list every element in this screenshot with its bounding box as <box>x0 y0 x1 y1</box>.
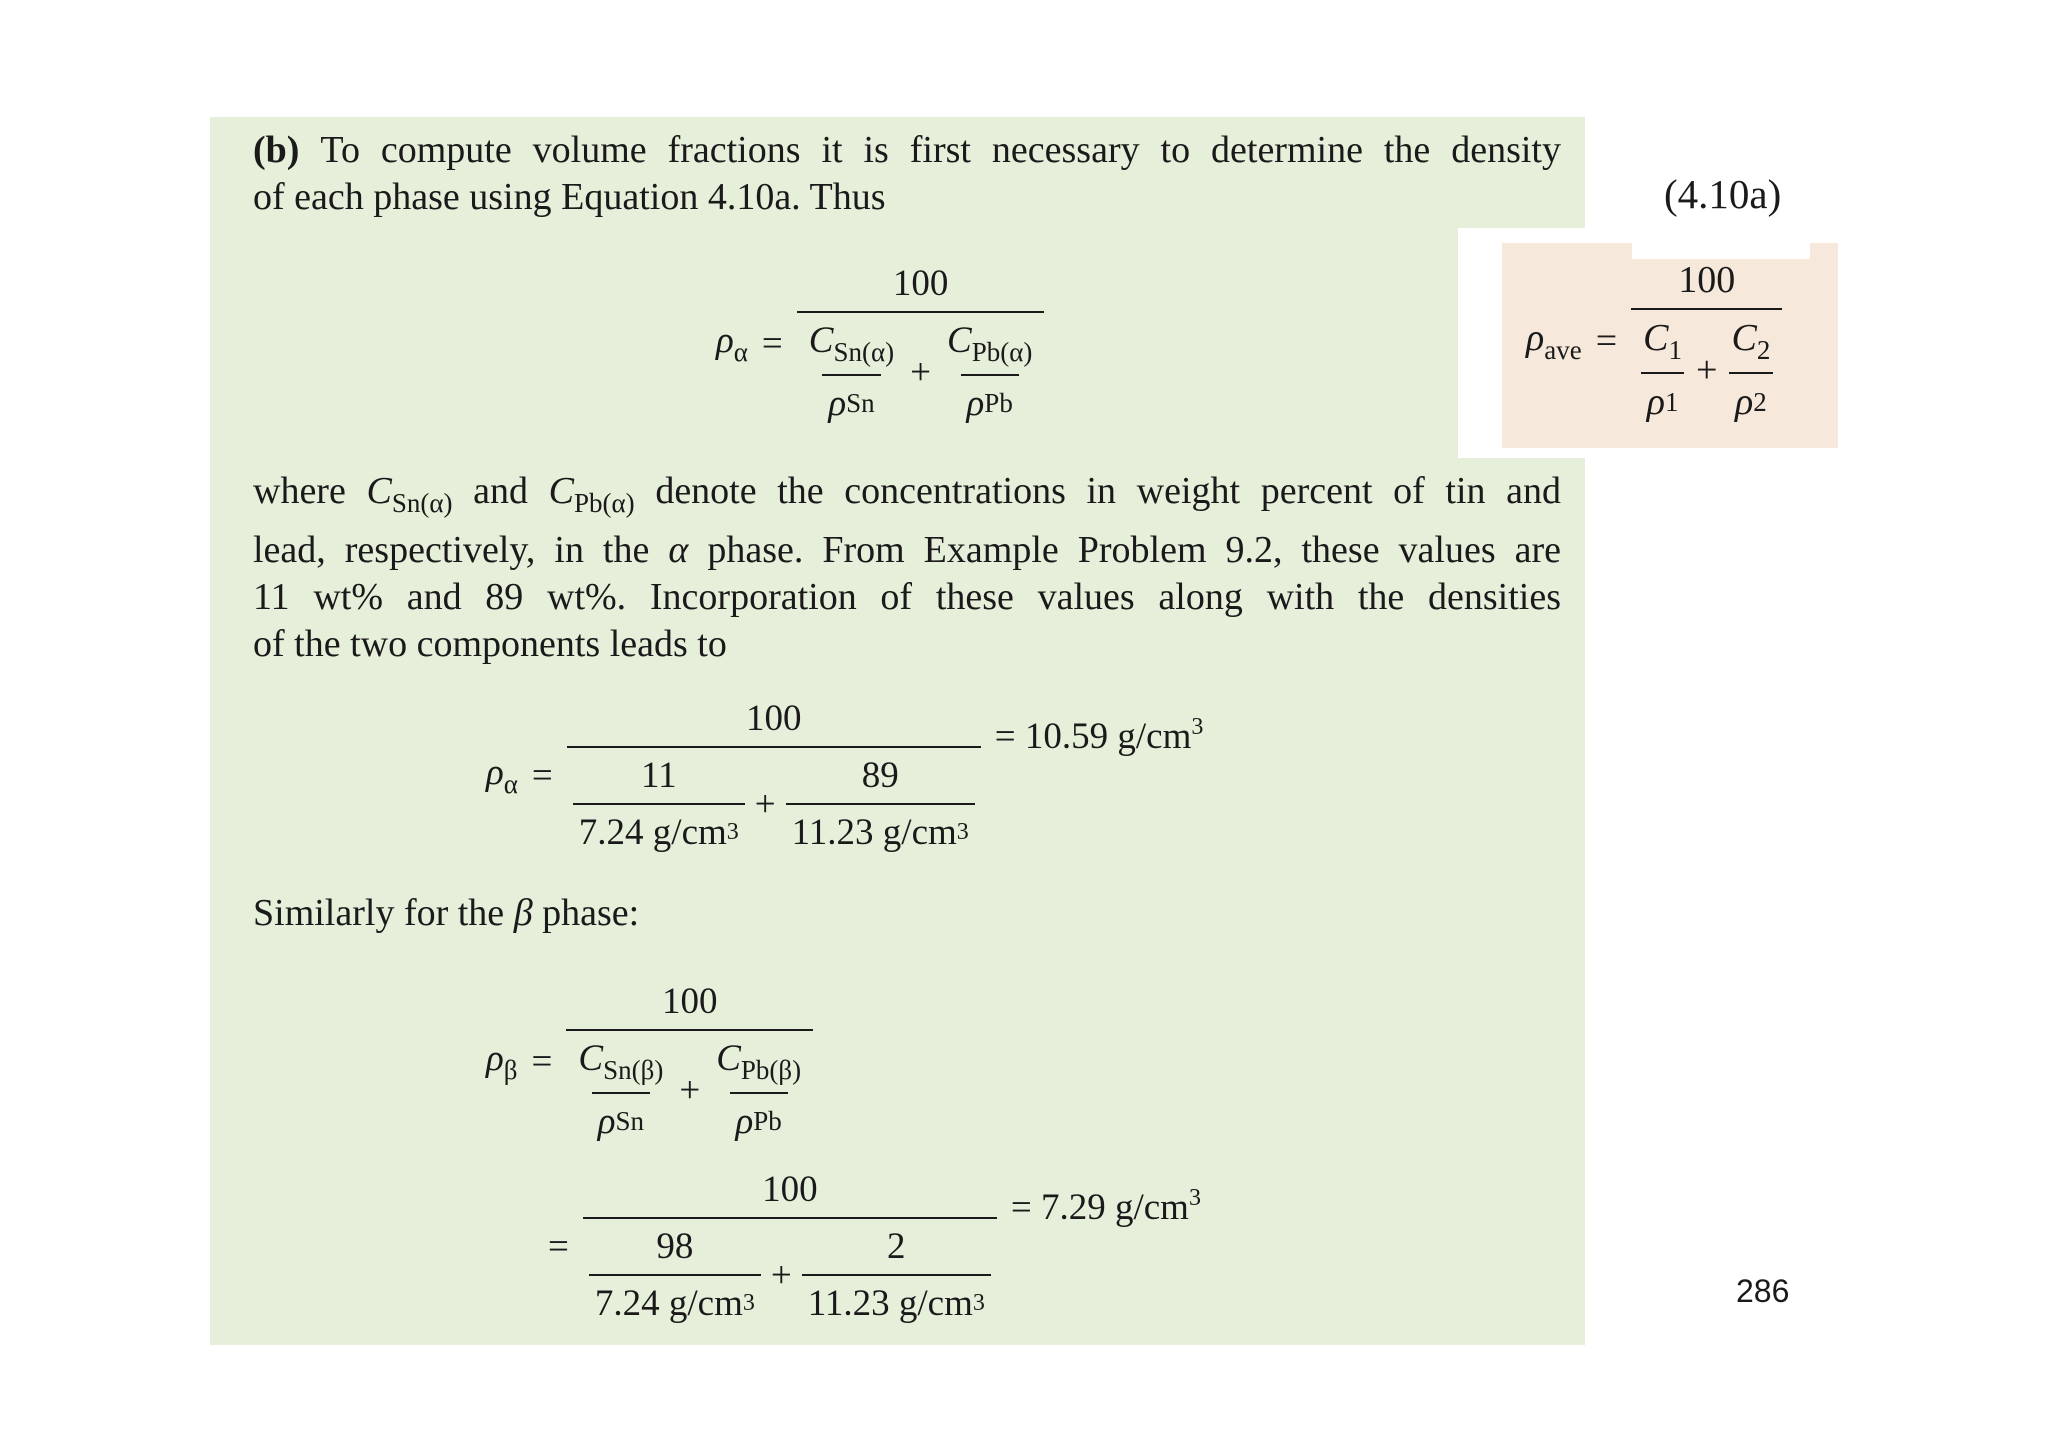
beta-result: = 7.29 $g/cm^3$ <box>1010 1184 1201 1228</box>
reference-equation: $\rho_{ave}$ = 100 $C_1$ ρ 1 + $C_2$ ρ 2 <box>1526 258 1782 424</box>
explanation-paragraph: where $C_{Sn(\alpha)}$ and $C_{Pb(\alpha)}$ denote the concentrations in weight percent of tin and lead, respectively, in the α phase. From Example Problem 9.2, these values are 11 wt% and 89 wt%. Incorporation of these values along with the densities of the two components leads to <box>253 470 1562 665</box>
reference-box-notch <box>1632 243 1810 259</box>
rho-ave: $\rho_{ave}$ <box>1526 317 1582 365</box>
intro-line-2: of each phase using Equation 4.10a. Thus <box>253 176 886 218</box>
page-number: 286 <box>1736 1273 1790 1309</box>
beta-density-equation: $\rho_\beta$ = 100 $C_{Sn(\beta)}$ ρ Sn + $C_{Pb(\beta)}$ ρ Pb <box>486 980 813 1143</box>
equation-number: (4.10a) <box>1664 171 1782 217</box>
beta-density-numeric: = 100 98 7.24 g/cm 3 + 2 11.23 g/cm 3 = 7.29 $g/cm^3$ <box>548 1169 1201 1324</box>
alpha-result: = 10.59 $g/cm^3$ <box>994 713 1204 757</box>
part-label: (b) <box>253 129 300 171</box>
reference-fraction: 100 $C_1$ ρ 1 + $C_2$ ρ 2 <box>1631 258 1782 424</box>
alpha-density-equation: $\rho_\alpha$ = 100 $C_{Sn(\alpha)}$ ρ Sn + $C_{Pb(\alpha)}$ ρ Pb <box>716 262 1044 425</box>
beta-intro: Similarly for the β phase: <box>253 892 640 934</box>
alpha-density-numeric: $\rho_\alpha$ = 100 11 7.24 g/cm 3 + 89 11.23 g/cm 3 = 10.59 $g/cm^3$ <box>486 698 1204 853</box>
rho-alpha: $\rho_\alpha$ <box>716 320 748 367</box>
intro-line-1: To compute volume fractions it is first necessary to determine the density <box>320 129 1561 171</box>
intro-paragraph <box>253 127 1561 221</box>
